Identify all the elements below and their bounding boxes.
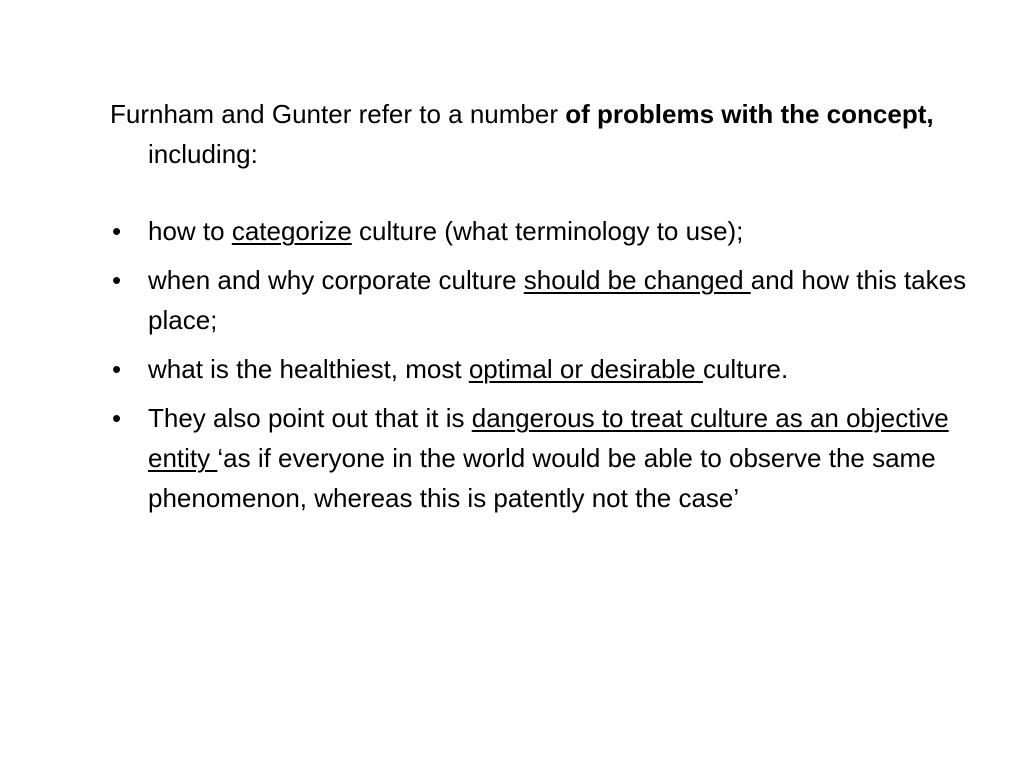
bullet-dot: •	[112, 403, 122, 433]
bullet-text: how to	[148, 216, 232, 246]
intro-bold-phrase: of problems with the concept,	[565, 99, 934, 129]
bullet-dot: •	[112, 216, 122, 246]
bullet-item-optimal	[110, 349, 970, 389]
bullet-text: culture.	[702, 354, 789, 384]
bullet-item-change	[110, 260, 970, 340]
intro-text-start: Furnham and Gunter refer to a number	[110, 99, 566, 129]
slide-body	[110, 94, 970, 518]
bullet-underlined-phrase: should be changed	[523, 265, 751, 295]
bullet-item-objective-entity	[110, 398, 970, 518]
paragraph-spacer	[110, 174, 970, 211]
bullet-underlined-phrase: dangerous to treat culture as an objective entity	[148, 403, 949, 473]
bullet-underlined-phrase: categorize	[231, 216, 352, 246]
bullet-text: and how this takes place;	[148, 265, 967, 335]
bullet-text: what is the healthiest, most	[148, 354, 469, 384]
intro-paragraph	[110, 94, 970, 174]
bullet-text: when and why corporate culture	[148, 265, 524, 295]
bullet-text: ‘as if everyone in the world would be able to observe the same phenomenon, whereas this is patently not the case’	[148, 443, 936, 513]
bullet-underlined-phrase: optimal or desirable	[468, 354, 703, 384]
bullet-text: culture (what terminology to use);	[351, 216, 744, 246]
bullet-dot: •	[112, 354, 122, 384]
intro-text-end: including:	[148, 139, 258, 169]
bullet-text: They also point out that it is	[148, 403, 472, 433]
bullet-dot: •	[112, 265, 122, 295]
bullet-item-categorize	[110, 211, 970, 251]
